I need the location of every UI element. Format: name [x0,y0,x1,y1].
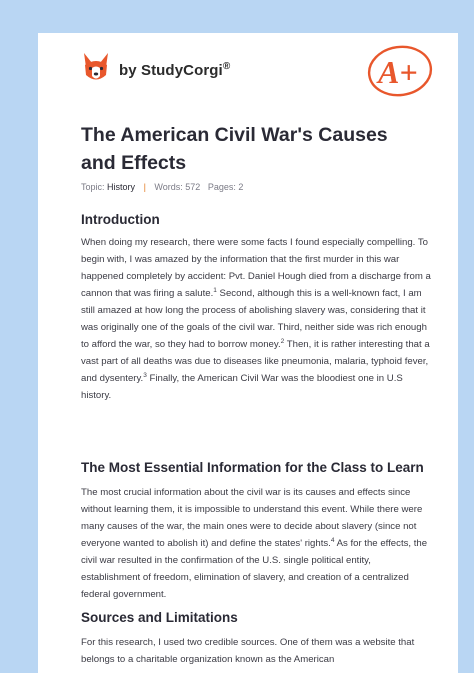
section-heading: Sources and Limitations [81,610,238,625]
section-paragraph: The most crucial information about the civil war is its causes and effects since without learning them, it is impossible to understand this event. While there were many causes of the war, the main ones were to decide about slavery (since not everyone wanted to abolish it) and define the states' rights.$^4$ As for the effects, the civil war resulted in the confirmation of the U.S. single political entity, establishment of freedom, elimination of slavery, and creation of a centralized federal government. [81,487,428,600]
corgi-icon [81,51,111,85]
section-heading: The Most Essential Information for the Class to Learn [81,460,424,475]
brand-name: by StudyCorgi® [119,61,231,79]
section-paragraph: When doing my research, there were some facts I found especially compelling. To begin with, I was amazed by the information that the first murder in this war happened completely by accident: Pvt. Daniel Hough died from a discharge from a cannon that was firing a salute.$^1$ Second, although this is a well-known fact, I am still amazed at how long the process of abolishing slavery was, considering that it was originally one of the goals of the civil war. Third, neither side was rich enough to afford the war, so they had to borrow money.$^2$ Then, it is rather interesting that a vast part of all deaths was due to diseases like pneumonia, malaria, typhoid fever, and dysentery.$^3$ Finally, the American Civil War was the bloodiest one in U.S history. [81,237,431,401]
pages-label: Pages: [207,182,236,192]
topic-label: Topic: [81,182,105,192]
brand-header[interactable] [81,51,230,85]
footnote-ref[interactable]: 1 [213,286,217,294]
topic-link[interactable]: History [107,182,136,192]
words-value: 572 [185,182,201,192]
grade-text: A+ [378,54,418,90]
words-label: Words: [154,182,183,192]
pages-value: 2 [238,182,244,192]
meta-separator: | [143,182,146,192]
document-page [38,33,458,673]
footnote-ref[interactable]: 4 [330,536,335,544]
section-paragraph: For this research, I used two credible sources. One of them was a website that belongs to a charitable organization known as the American [81,637,415,665]
page-title: The American Civil War's Causes and Effects [81,124,388,174]
footnote-ref[interactable]: 2 [280,337,285,345]
section-heading: Introduction [81,212,160,227]
grade-badge-icon [364,41,440,99]
footnote-ref[interactable]: 3 [143,371,147,379]
document-meta [81,182,243,192]
